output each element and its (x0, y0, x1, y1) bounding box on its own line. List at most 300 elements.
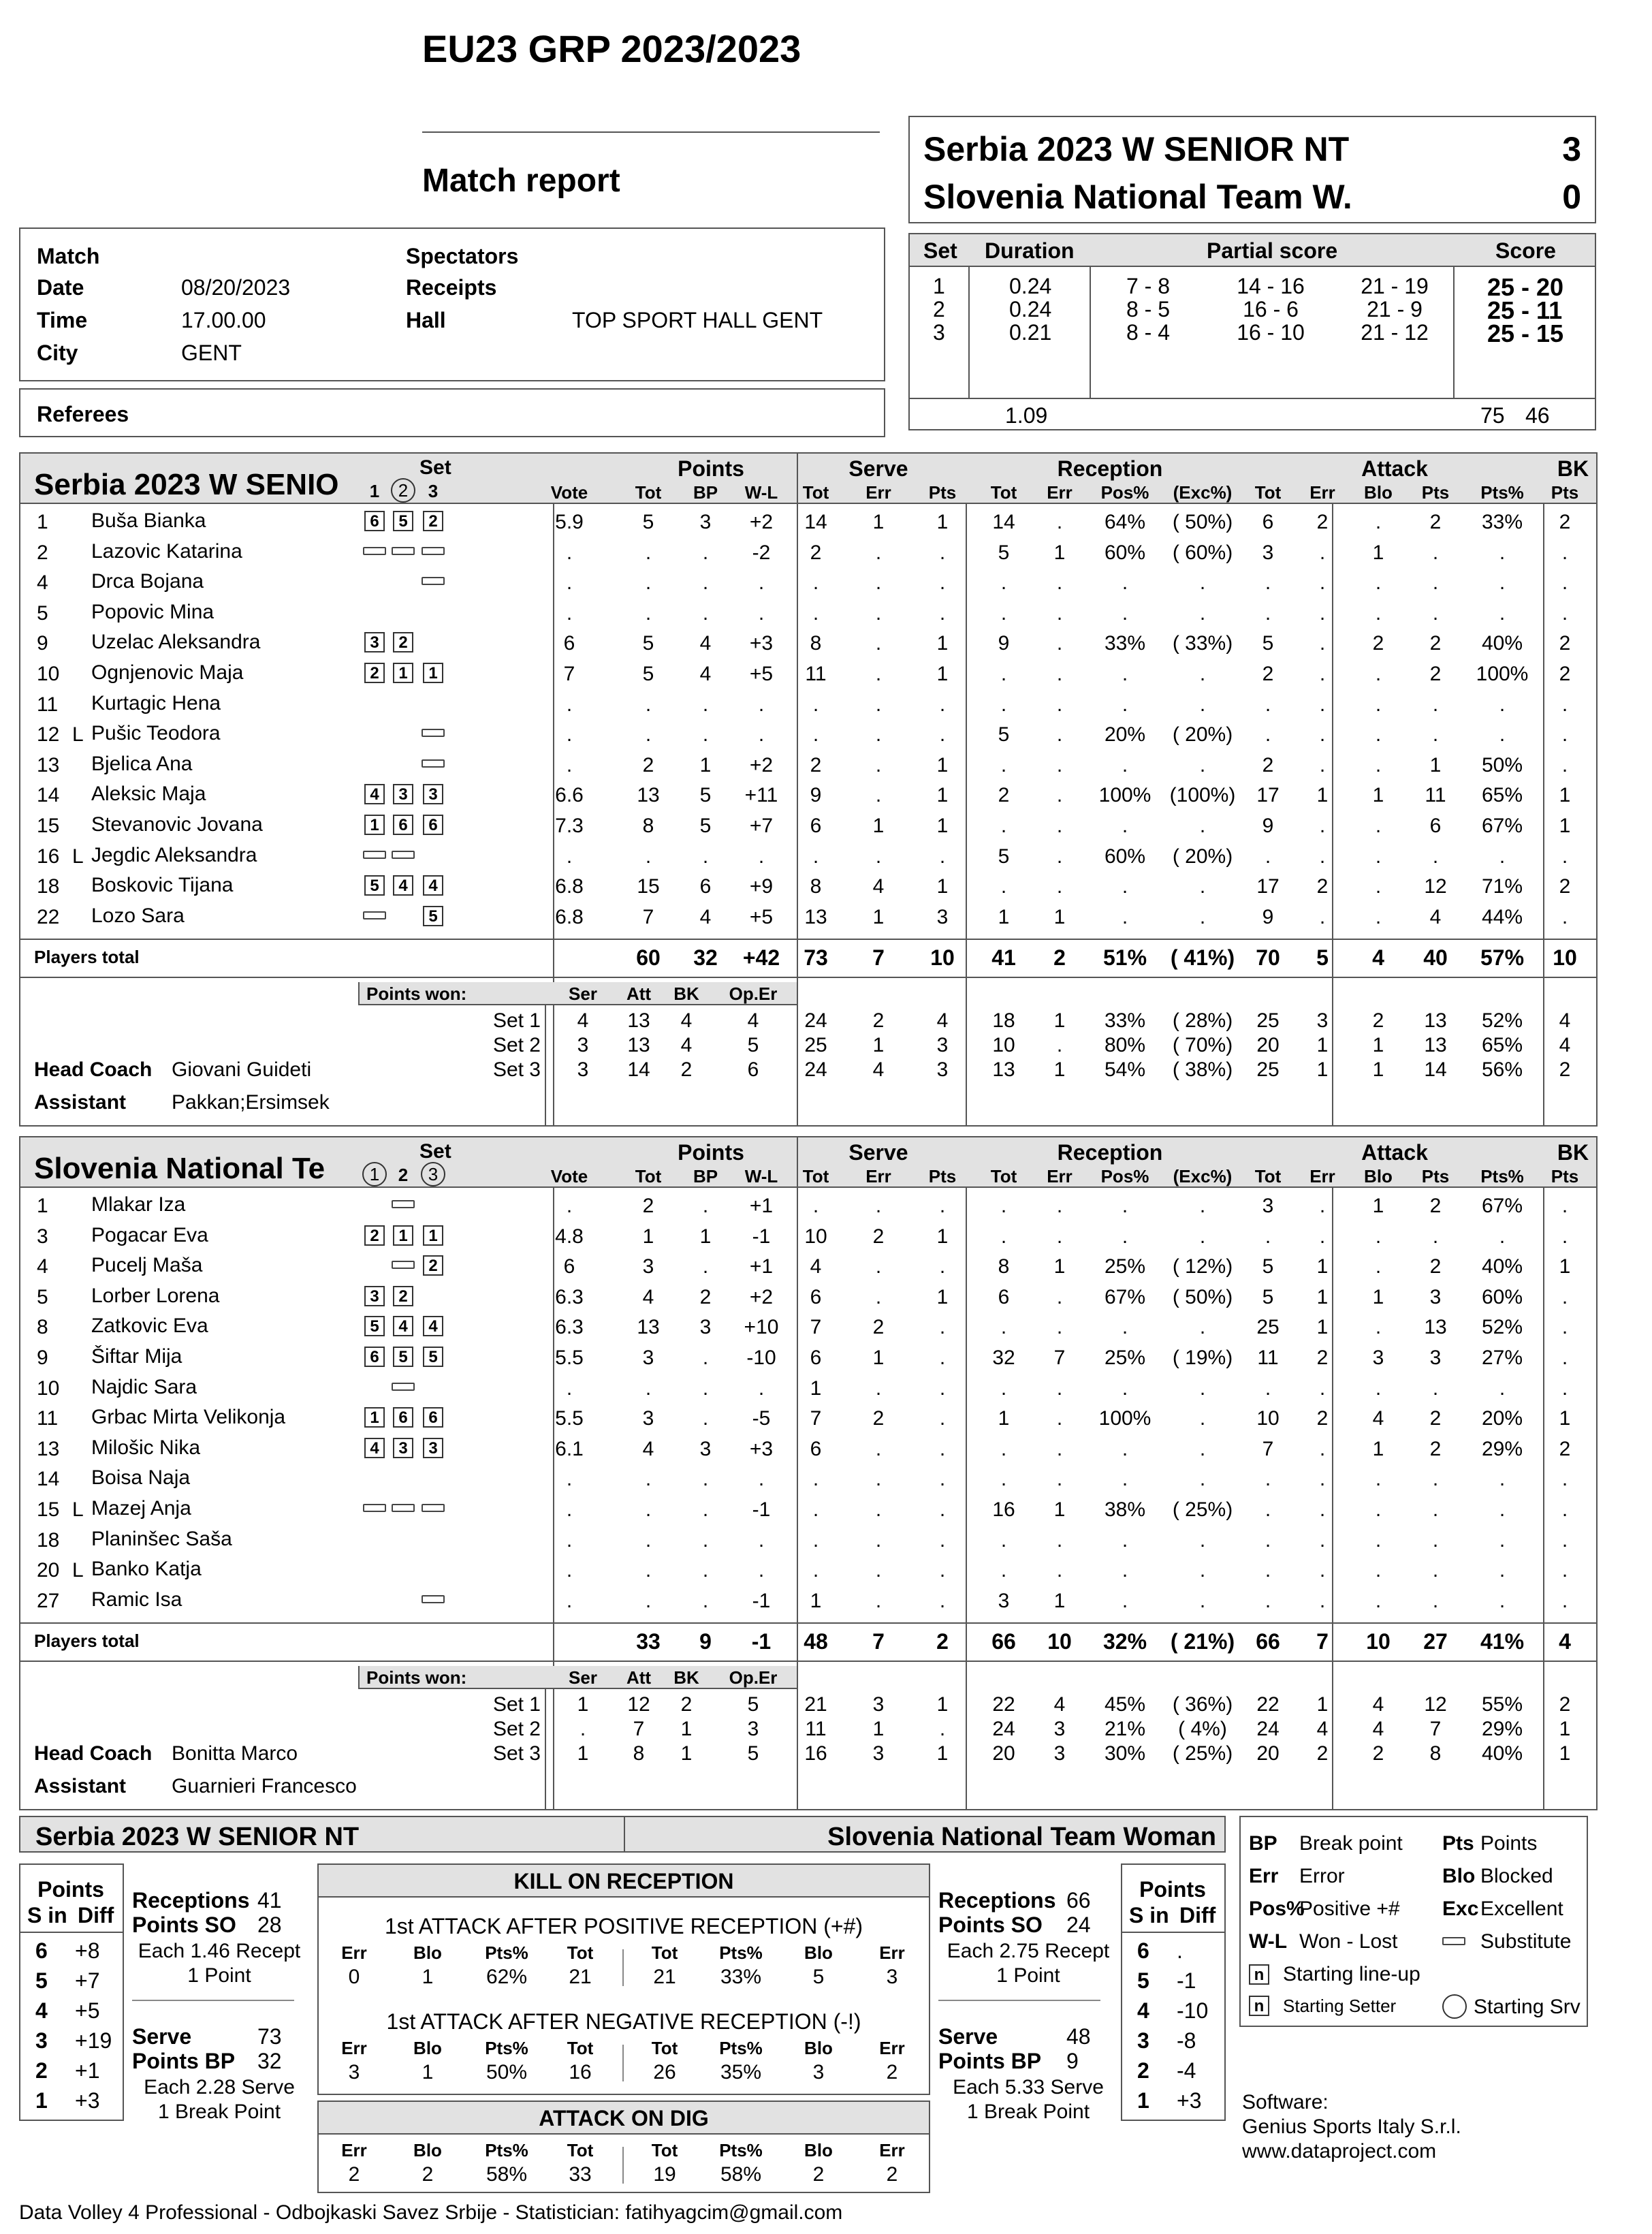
stat-cell: . (1000, 1316, 1007, 1339)
player-number: 22 (37, 905, 60, 928)
stat-cell: . (1056, 1195, 1063, 1217)
stat-cell: +5 (749, 663, 774, 685)
set-stat-cell: 20 (1256, 1742, 1280, 1765)
legend-box (1239, 1816, 1588, 2027)
column-separator (1332, 1186, 1333, 1810)
kill-cell: 16 (569, 2061, 592, 2083)
stat-cell: . (645, 845, 652, 868)
stat-cell: . (939, 723, 946, 746)
kill-cell: 2 (886, 2061, 898, 2083)
stat-cell: +7 (749, 815, 774, 837)
col-header-err: Err (1309, 1166, 1335, 1186)
player-number: 8 (37, 1316, 48, 1339)
stat-cell: 2 (1262, 663, 1274, 685)
stat-cell: +5 (749, 905, 774, 928)
away-rot-points-label: Points (1139, 1877, 1206, 1902)
stat-cell: . (1000, 875, 1007, 898)
player-number: 14 (37, 1468, 60, 1491)
stat-cell: . (702, 723, 709, 746)
set-stat-cell: ( 4%) (1178, 1718, 1227, 1741)
team-header-divider (19, 1186, 1598, 1188)
stat-cell: . (939, 1498, 946, 1521)
player-number: 13 (37, 753, 60, 776)
stat-cell: . (1561, 541, 1568, 564)
stat-cell: . (566, 723, 573, 746)
neg-title: 1st ATTACK AFTER NEGATIVE RECEPTION (-!) (386, 2009, 861, 2034)
stat-cell: 67% (1104, 1285, 1146, 1308)
stat-cell: . (1056, 753, 1063, 776)
starting-zone-box: 1 (393, 1225, 413, 1246)
substitute-icon (363, 547, 386, 555)
stat-cell: 10 (804, 1225, 827, 1248)
stat-cell: 2 (872, 1316, 885, 1339)
set-partial-8: 8 - 5 (1126, 297, 1171, 321)
set-stat-cell: 56% (1481, 1058, 1523, 1082)
total-cell: 7 (872, 1629, 885, 1654)
kill-on-reception-box (317, 1863, 930, 2095)
footer-text: Data Volley 4 Professional - Odbojkaski Savez Srbije - Statistician: fatihyagcim@gmail.com (19, 2201, 843, 2224)
software-website: www.dataproject.com (1242, 2140, 1437, 2162)
set-duration: 0.21 (1009, 320, 1052, 345)
kill-col-header: Pts% (485, 2140, 528, 2160)
home-bp-value: 32 (257, 2049, 282, 2073)
points-won-cell: 4 (680, 1034, 693, 1057)
kill-col-header: Err (341, 2038, 367, 2058)
player-number: 9 (37, 632, 48, 655)
set-stat-cell: 20 (992, 1742, 1015, 1765)
player-name: Pucelj Maša (91, 1254, 203, 1277)
player-name: Pogacar Eva (91, 1223, 208, 1246)
kill-col-header: Pts% (485, 2038, 528, 2058)
set-stat-cell: 16 (804, 1742, 827, 1765)
stat-cell: 40% (1481, 632, 1523, 655)
player-name: Mlakar Iza (91, 1193, 186, 1216)
kill-divider (622, 2045, 624, 2081)
total-cell: ( 21%) (1170, 1629, 1235, 1654)
player-number: 14 (37, 784, 60, 807)
stat-cell: 2 (998, 784, 1010, 807)
starting-zone-box: 2 (423, 511, 443, 531)
set-stat-cell: 12 (1424, 1693, 1447, 1716)
set-stat-cell: 80% (1104, 1034, 1146, 1057)
stat-cell: . (1056, 845, 1063, 868)
stat-cell: . (939, 1316, 946, 1339)
stat-cell: . (1499, 571, 1506, 595)
col-header-err: Err (1047, 482, 1073, 503)
player-name: Kurtagic Hena (91, 691, 221, 714)
points-won-header: Ser (569, 1667, 597, 1688)
set-mark: 3 (428, 481, 439, 501)
stat-cell: . (758, 601, 765, 625)
player-name: Milošic Nika (91, 1436, 201, 1459)
stat-cell: . (1432, 1528, 1439, 1552)
player-name: Ognjenovic Maja (91, 661, 244, 684)
points-won-cell: 5 (747, 1693, 759, 1716)
libero-mark: L (72, 1559, 84, 1582)
totals-bottom-line (19, 1661, 1598, 1662)
stat-cell: 4 (872, 875, 885, 898)
stat-cell: ( 33%) (1172, 632, 1233, 655)
stat-cell: . (1499, 693, 1506, 716)
home-each-rec: Each 1.46 Recept (138, 1940, 301, 1962)
player-name: Banko Katja (91, 1558, 202, 1581)
kill-col-header: Err (341, 1942, 367, 1963)
stat-cell: . (1561, 571, 1568, 595)
player-number: 13 (37, 1437, 60, 1460)
total-cell: 10 (1366, 1629, 1391, 1654)
stat-cell: . (875, 1437, 882, 1460)
col-header-tot: Tot (635, 1166, 662, 1186)
rotation-number: 2 (1137, 2058, 1149, 2083)
stat-cell: . (1265, 1376, 1271, 1400)
stat-cell: . (1432, 1468, 1439, 1491)
stat-cell: 25% (1104, 1347, 1146, 1369)
col-header-tot: Tot (1254, 482, 1282, 503)
stat-cell: . (1122, 1376, 1128, 1400)
total-cell: 10 (1047, 1629, 1072, 1654)
stat-cell: . (1561, 1347, 1568, 1369)
stat-cell: . (812, 693, 819, 716)
stat-cell: . (1319, 632, 1326, 655)
stat-cell: 13 (637, 1316, 660, 1339)
set-stat-cell: 1 (1372, 1034, 1384, 1057)
stat-cell: 5 (1262, 632, 1274, 655)
column-separator (966, 503, 967, 1127)
points-won-cell: 2 (680, 1058, 693, 1082)
player-number: 15 (37, 1498, 60, 1521)
substitute-icon (392, 1261, 415, 1269)
stat-cell: 2 (1316, 1407, 1329, 1430)
stat-cell: . (1319, 663, 1326, 685)
stat-cell: . (939, 1376, 946, 1400)
stat-cell: . (702, 1528, 709, 1552)
stat-cell: 2 (872, 1225, 885, 1248)
stat-cell: . (1199, 1437, 1206, 1460)
total-cell: 41 (991, 945, 1016, 971)
set-partial-21: 21 - 9 (1367, 297, 1423, 321)
kill-col-header: Err (879, 1942, 905, 1963)
stat-cell: . (1056, 1285, 1063, 1308)
stat-cell: 7 (1262, 1437, 1274, 1460)
player-name: Stevanovic Jovana (91, 813, 263, 836)
totals-top-line (19, 939, 1598, 940)
set-stat-cell: ( 25%) (1172, 1742, 1233, 1765)
points-won-header-line (358, 1688, 797, 1689)
kill-col-header: Err (879, 2140, 905, 2160)
away-serve-label: Serve (938, 2024, 998, 2049)
stat-cell: 6.8 (555, 905, 584, 928)
column-separator (797, 1137, 798, 1186)
set-stat-cell: 24 (804, 1009, 827, 1033)
stat-cell: . (645, 1468, 652, 1491)
set-stat-cell: 1 (1372, 1058, 1384, 1082)
set-stat-cell: 10 (992, 1034, 1015, 1057)
stat-cell: . (875, 1528, 882, 1552)
sets-header-partial: Partial score (1207, 238, 1338, 263)
player-number: 10 (37, 663, 60, 685)
player-number: 1 (37, 1195, 48, 1217)
result-away-sets: 0 (1562, 178, 1581, 216)
column-separator (1332, 503, 1333, 1127)
hall-value: TOP SPORT HALL GENT (572, 308, 823, 332)
set-stat-cell: 24 (804, 1058, 827, 1082)
kill-title: KILL ON RECEPTION (513, 1869, 734, 1893)
legend-abbr: Pos% (1249, 1898, 1305, 1920)
total-cell: 7 (872, 945, 885, 971)
stat-cell: . (939, 1255, 946, 1278)
date-label: Date (37, 275, 84, 300)
stat-cell: 14 (992, 511, 1015, 533)
stat-cell: . (1265, 1468, 1271, 1491)
set-stat-cell: 25 (804, 1034, 827, 1057)
col-header-ptsp: Pts% (1480, 482, 1524, 503)
stat-cell: 1 (1316, 1285, 1329, 1308)
home-serve-label: Serve (132, 2024, 192, 2049)
home-so-value: 28 (257, 1913, 282, 1937)
away-each-serve: Each 5.33 Serve (953, 2076, 1104, 2098)
stat-cell: 2 (810, 753, 822, 776)
stat-cell: 60% (1481, 1285, 1523, 1308)
stat-cell: 29% (1481, 1437, 1523, 1460)
col-header-blo: Blo (1364, 482, 1393, 503)
stat-cell: 6 (810, 1285, 822, 1308)
stat-cell: . (1122, 693, 1128, 716)
stat-cell: . (566, 693, 573, 716)
player-name: Lazovic Katarina (91, 539, 242, 563)
team-name: Serbia 2023 W SENIO (34, 468, 339, 501)
stat-cell: (100%) (1169, 784, 1236, 807)
col-header-pts: Pts (1551, 1166, 1579, 1186)
player-number: 15 (37, 815, 60, 837)
stat-cell: . (1000, 693, 1007, 716)
set-row-label: Set 1 (492, 1693, 541, 1716)
stat-cell: . (1561, 601, 1568, 625)
home-rot-diff-label: Diff (78, 1903, 114, 1928)
stat-cell: . (1375, 905, 1382, 928)
stat-cell: . (1122, 1528, 1128, 1552)
stat-cell: . (1056, 1225, 1063, 1248)
stat-cell: 2 (1429, 632, 1442, 655)
player-name: Boskovic Tijana (91, 874, 234, 897)
total-cell: 60 (636, 945, 661, 971)
stat-cell: 2 (1316, 1347, 1329, 1369)
set-stat-cell: 21 (804, 1693, 827, 1716)
stat-cell: 6 (810, 1437, 822, 1460)
stat-cell: 5.9 (555, 511, 584, 533)
stat-cell: 13 (804, 905, 827, 928)
points-won-cell: 13 (627, 1009, 650, 1033)
starting-zone-box: 4 (393, 875, 413, 896)
set-partial-16: 16 - 10 (1237, 320, 1305, 345)
col-header-wl: W-L (744, 1166, 778, 1186)
kill-cell: 21 (653, 1966, 676, 1988)
set-partial-8: 7 - 8 (1126, 274, 1171, 298)
stat-cell: . (812, 1559, 819, 1582)
stat-cell: . (1056, 875, 1063, 898)
total-cell: 70 (1256, 945, 1280, 971)
starting-srv-label: Starting Srv (1474, 1996, 1580, 2018)
player-number: 12 (37, 723, 60, 746)
stat-cell: . (702, 541, 709, 564)
stat-cell: 4 (810, 1255, 822, 1278)
group-header-reception: Reception (1057, 456, 1163, 481)
rotation-diff: -10 (1177, 1998, 1209, 2023)
stat-cell: . (1122, 753, 1128, 776)
total-away-points: 46 (1525, 403, 1550, 428)
stat-cell: . (1056, 1376, 1063, 1400)
stat-cell: 2 (642, 753, 654, 776)
set-stat-cell: 2 (1316, 1742, 1329, 1765)
stat-cell: . (812, 1498, 819, 1521)
points-won-cell: 7 (633, 1718, 645, 1741)
starting-zone-box: 1 (423, 1225, 443, 1246)
stat-cell: . (1199, 601, 1206, 625)
set-stat-cell: 21% (1104, 1718, 1146, 1741)
kill-col-header: Tot (567, 1942, 594, 1963)
stat-cell: . (1319, 693, 1326, 716)
stat-cell: . (1265, 1225, 1271, 1248)
stat-cell: 2 (1429, 1255, 1442, 1278)
stat-cell: 3 (998, 1589, 1010, 1612)
stat-cell: . (1319, 1559, 1326, 1582)
stat-cell: ( 50%) (1172, 511, 1233, 533)
total-duration: 1.09 (1005, 403, 1048, 428)
substitute-icon (422, 1504, 445, 1512)
assistant-name: Pakkan;Ersimsek (172, 1091, 330, 1114)
stat-cell: . (1056, 1559, 1063, 1582)
stat-cell: . (1319, 1528, 1326, 1552)
stat-cell: . (1056, 1316, 1063, 1339)
stat-cell: . (1561, 1498, 1568, 1521)
stat-cell: . (812, 1528, 819, 1552)
set-stat-cell: 25 (1256, 1058, 1280, 1082)
set-stat-cell: 18 (992, 1009, 1015, 1033)
stat-cell: . (758, 1468, 765, 1491)
kill-cell: 33% (720, 1966, 762, 1988)
summary-title-bar (19, 1816, 1226, 1853)
stat-cell: . (1561, 1589, 1568, 1612)
rotation-diff: +3 (1177, 2088, 1202, 2113)
set-duration: 0.24 (1009, 274, 1052, 298)
stat-cell: . (1199, 1195, 1206, 1217)
stat-cell: . (1319, 723, 1326, 746)
stat-cell: . (1199, 571, 1206, 595)
stat-cell: 1 (1372, 1195, 1384, 1217)
stat-cell: . (1499, 601, 1506, 625)
stat-cell: . (1375, 1498, 1382, 1521)
starting-zone-box: 3 (393, 784, 413, 804)
column-separator (1543, 503, 1544, 1127)
kill-col-header: Tot (651, 2038, 678, 2058)
stat-cell: . (1056, 1528, 1063, 1552)
total-cell: 10 (1553, 945, 1577, 971)
stat-cell: . (1561, 1285, 1568, 1308)
stat-cell: 1 (1429, 753, 1442, 776)
points-won-header: Op.Er (729, 1667, 778, 1688)
rotation-number: 5 (35, 1968, 48, 1993)
home-rot-points-label: Points (37, 1877, 104, 1902)
set-stat-cell: ( 70%) (1172, 1034, 1233, 1057)
stat-cell: 3 (1262, 1195, 1274, 1217)
player-name: Aleksic Maja (91, 783, 206, 806)
stat-cell: 4.8 (555, 1225, 584, 1248)
player-number: 27 (37, 1589, 60, 1612)
points-won-cell: 3 (577, 1034, 589, 1057)
legend-abbr: Exc (1442, 1898, 1479, 1920)
stat-cell: 2 (1559, 1437, 1571, 1460)
kill-col-header: Err (341, 2140, 367, 2160)
points-won-cell: 1 (680, 1742, 693, 1765)
legend-abbr: BP (1249, 1832, 1277, 1855)
stat-cell: . (1000, 1468, 1007, 1491)
set-partial-16: 16 - 6 (1243, 297, 1299, 321)
stat-cell: . (1499, 1468, 1506, 1491)
stat-cell: 25 (1256, 1316, 1280, 1339)
stat-cell: 7 (1053, 1347, 1066, 1369)
assistant-name: Guarnieri Francesco (172, 1775, 357, 1798)
stat-cell: 6 (563, 632, 575, 655)
stat-cell: 6 (1262, 511, 1274, 533)
points-won-cell: 14 (627, 1058, 650, 1082)
points-won-cell: 2 (680, 1693, 693, 1716)
away-bp-value: 9 (1066, 2049, 1079, 2073)
stat-cell: 5 (699, 815, 712, 837)
rotation-diff: +3 (75, 2088, 100, 2113)
player-name: Ramic Isa (91, 1588, 182, 1611)
stat-cell: . (1000, 1195, 1007, 1217)
total-cell: 40 (1423, 945, 1448, 971)
report-subtitle: Match report (422, 163, 620, 199)
kill-cell: 1 (422, 1966, 434, 1988)
set-stat-cell: 13 (1424, 1009, 1447, 1033)
stat-cell: . (566, 601, 573, 625)
city-label: City (37, 341, 78, 365)
stat-cell: 1 (1316, 1316, 1329, 1339)
column-separator (797, 1186, 798, 1810)
player-number: 20 (37, 1559, 60, 1582)
stat-cell: . (566, 1376, 573, 1400)
sets-header-score: Score (1495, 238, 1556, 263)
set-stat-cell: 8 (1429, 1742, 1442, 1765)
stat-cell: . (1375, 875, 1382, 898)
substitute-icon (422, 1595, 445, 1603)
stat-cell: +3 (749, 1437, 774, 1460)
column-separator (553, 503, 554, 1127)
col-header-tot: Tot (802, 482, 829, 503)
rotation-number: 2 (35, 2058, 48, 2083)
stat-cell: 6 (563, 1255, 575, 1278)
starting-zone-box: 5 (393, 1347, 413, 1367)
time-label: Time (37, 308, 88, 332)
total-cell: 66 (1256, 1629, 1280, 1654)
stat-cell: +1 (749, 1195, 774, 1217)
sets-header-duration: Duration (985, 238, 1075, 263)
stat-cell: 4 (699, 632, 712, 655)
set-stat-cell: 24 (992, 1718, 1015, 1741)
stat-cell: . (1122, 571, 1128, 595)
stat-cell: 4 (699, 663, 712, 685)
substitute-icon (392, 1383, 415, 1391)
stat-cell: . (645, 1498, 652, 1521)
match-label: Match (37, 244, 100, 268)
summary-home-name: Serbia 2023 W SENIOR NT (35, 1823, 360, 1851)
stat-cell: . (1375, 511, 1382, 533)
pos-title: 1st ATTACK AFTER POSITIVE RECEPTION (+#) (384, 1914, 863, 1938)
kill-col-header: Blo (413, 2140, 442, 2160)
set-header: Set (419, 456, 451, 479)
stat-cell: . (1561, 905, 1568, 928)
column-separator (797, 503, 798, 1127)
